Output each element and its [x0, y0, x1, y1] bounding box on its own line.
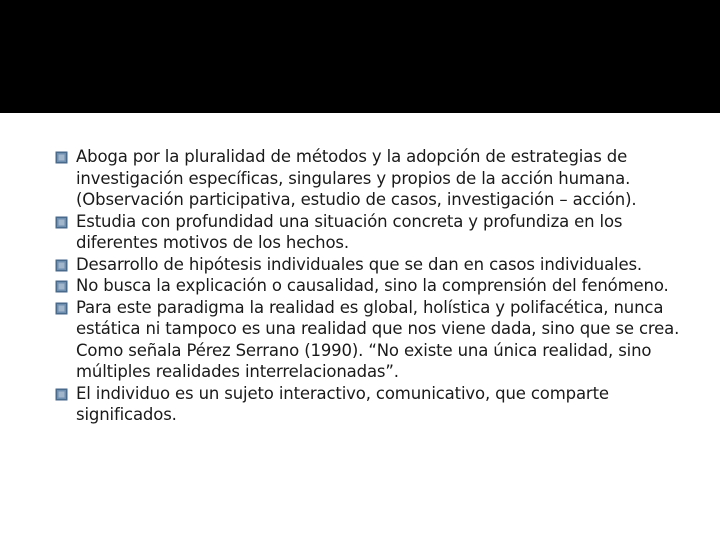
list-item	[55, 383, 695, 426]
bullet-list	[55, 146, 695, 426]
list-item	[55, 275, 695, 297]
list-item	[55, 146, 695, 211]
square-bullet-icon	[55, 151, 68, 164]
bullet-text: Aboga por la pluralidad de métodos y la adopción de estrategias de investigación específicas, singulares y propios de la acción humana. (Observación participativa, estudio de casos, investigación – acción).	[76, 147, 637, 209]
bullet-text: No busca la explicación o causalidad, sino la comprensión del fenómeno.	[76, 276, 669, 295]
header-band	[0, 0, 720, 113]
square-bullet-icon	[55, 259, 68, 272]
square-bullet-icon	[55, 216, 68, 229]
bullet-text: El individuo es un sujeto interactivo, comunicativo, que comparte significados.	[76, 383, 609, 424]
square-bullet-icon	[55, 302, 68, 315]
square-bullet-icon	[55, 388, 68, 401]
bullet-text: Estudia con profundidad una situación concreta y profundiza en los diferentes motivos de los hechos.	[76, 211, 623, 252]
square-bullet-icon	[55, 280, 68, 293]
list-item	[55, 297, 695, 383]
list-item	[55, 254, 695, 276]
bullet-text: Desarrollo de hipótesis individuales que se dan en casos individuales.	[76, 254, 643, 274]
list-item	[55, 211, 695, 254]
bullet-text: Para este paradigma la realidad es global, holística y polifacética, nunca estática ni tampoco es una realidad que nos viene dada, sino que se crea. Como señala Pérez Serrano (1990). “No existe una única realidad, sino múltiples realidades interrelacionadas”.	[76, 297, 680, 381]
